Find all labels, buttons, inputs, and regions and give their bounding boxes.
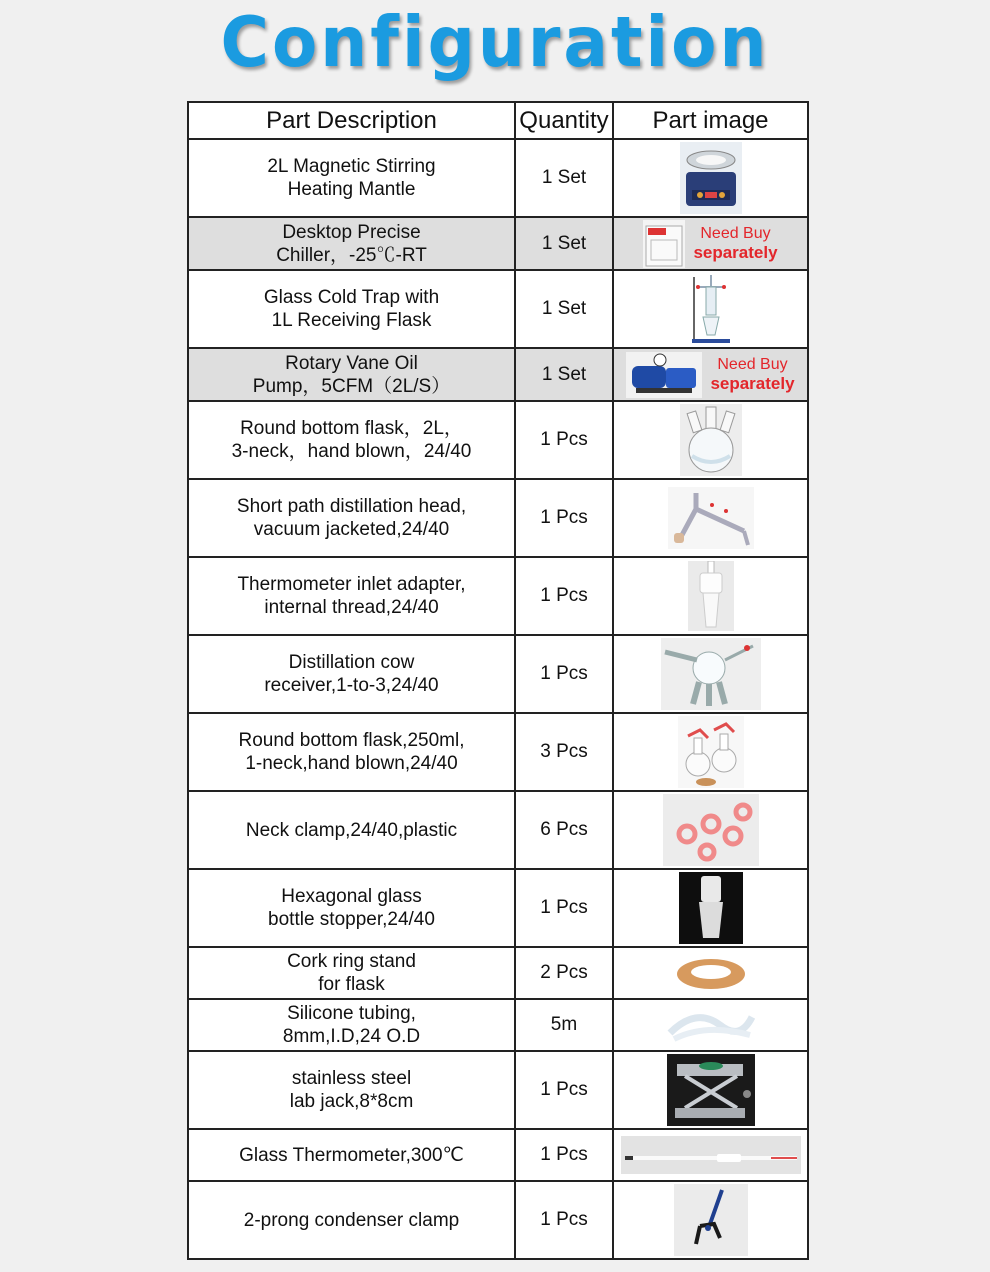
table-row	[188, 1129, 808, 1181]
header-part-description: Part Description	[188, 102, 515, 139]
part-description: Round bottom flask，2L， 3-neck，hand blown，24/40	[188, 401, 515, 479]
part-quantity: 1 Pcs	[515, 1181, 613, 1259]
table-row	[188, 557, 808, 635]
table-row	[188, 791, 808, 869]
table-row	[188, 401, 808, 479]
part-quantity: 5m	[515, 999, 613, 1051]
part-image-cell	[613, 479, 808, 557]
part-image-cell	[613, 999, 808, 1051]
cow-receiver-image	[661, 638, 761, 710]
table-row	[188, 479, 808, 557]
condenser-clamp-image	[674, 1184, 748, 1256]
header-quantity: Quantity	[515, 102, 613, 139]
part-description: Desktop Precise Chiller，-25℃-RT	[188, 217, 515, 270]
table-row	[188, 139, 808, 217]
part-image-cell	[613, 791, 808, 869]
part-description: Rotary Vane Oil Pump，5CFM（2L/S）	[188, 348, 515, 401]
part-description: Round bottom flask,250ml, 1-neck,hand blown,24/40	[188, 713, 515, 791]
table-header-row	[188, 102, 808, 139]
part-image-cell	[613, 1051, 808, 1129]
need-buy-note: Need Buy separately	[693, 225, 778, 262]
part-quantity: 3 Pcs	[515, 713, 613, 791]
part-description: Thermometer inlet adapter, internal thread,24/40	[188, 557, 515, 635]
neck-clamp-image	[663, 794, 759, 866]
part-quantity: 1 Set	[515, 217, 613, 270]
glass-stopper-image	[679, 872, 743, 944]
part-quantity: 1 Set	[515, 348, 613, 401]
page-title: Configuration	[220, 2, 770, 83]
part-image-cell	[613, 348, 808, 401]
three-neck-flask-image	[680, 404, 742, 476]
table-row	[188, 635, 808, 713]
need-buy-note: Need Buy separately	[710, 356, 795, 393]
part-quantity: 1 Pcs	[515, 1129, 613, 1181]
vacuum-pump-image	[626, 352, 702, 398]
part-quantity: 6 Pcs	[515, 791, 613, 869]
part-quantity: 1 Pcs	[515, 401, 613, 479]
part-description: Cork ring stand for flask	[188, 947, 515, 999]
table-row	[188, 348, 808, 401]
part-image-cell	[613, 1129, 808, 1181]
table-row	[188, 217, 808, 270]
part-image-cell	[613, 1181, 808, 1259]
table-row	[188, 713, 808, 791]
part-description: stainless steel lab jack,8*8cm	[188, 1051, 515, 1129]
part-description: Hexagonal glass bottle stopper,24/40	[188, 869, 515, 947]
part-description: Neck clamp,24/40,plastic	[188, 791, 515, 869]
table-row	[188, 869, 808, 947]
part-image-cell	[613, 713, 808, 791]
cold-trap-image	[688, 273, 734, 345]
part-description: Silicone tubing, 8mm,I.D,24 O.D	[188, 999, 515, 1051]
distillation-head-image	[668, 487, 754, 549]
part-description: 2L Magnetic Stirring Heating Mantle	[188, 139, 515, 217]
cork-ring-image	[673, 952, 749, 994]
part-quantity: 1 Set	[515, 270, 613, 348]
part-quantity: 1 Pcs	[515, 479, 613, 557]
silicone-tubing-image	[666, 1003, 756, 1047]
table-row	[188, 1051, 808, 1129]
thermometer-image	[621, 1136, 801, 1174]
part-image-cell	[613, 869, 808, 947]
part-image-cell	[613, 557, 808, 635]
lab-jack-image	[667, 1054, 755, 1126]
table-row	[188, 270, 808, 348]
part-quantity: 1 Pcs	[515, 869, 613, 947]
part-description: 2-prong condenser clamp	[188, 1181, 515, 1259]
configuration-table	[187, 101, 809, 1260]
part-image-cell	[613, 635, 808, 713]
part-quantity: 1 Pcs	[515, 1051, 613, 1129]
part-image-cell	[613, 947, 808, 999]
small-flask-image	[678, 716, 744, 788]
part-image-cell	[613, 217, 808, 270]
part-image-cell	[613, 139, 808, 217]
part-image-cell	[613, 401, 808, 479]
thermometer-adapter-image	[688, 561, 734, 631]
part-description: Glass Thermometer,300℃	[188, 1129, 515, 1181]
part-description: Distillation cow receiver,1-to-3,24/40	[188, 635, 515, 713]
part-quantity: 2 Pcs	[515, 947, 613, 999]
table-row	[188, 1181, 808, 1259]
part-quantity: 1 Pcs	[515, 557, 613, 635]
table-row	[188, 947, 808, 999]
header-part-image: Part image	[613, 102, 808, 139]
part-description: Glass Cold Trap with 1L Receiving Flask	[188, 270, 515, 348]
part-image-cell	[613, 270, 808, 348]
part-quantity: 1 Set	[515, 139, 613, 217]
table-row	[188, 999, 808, 1051]
heating-mantle-image	[680, 142, 742, 214]
part-description: Short path distillation head, vacuum jacketed,24/40	[188, 479, 515, 557]
chiller-image	[643, 220, 685, 268]
part-quantity: 1 Pcs	[515, 635, 613, 713]
